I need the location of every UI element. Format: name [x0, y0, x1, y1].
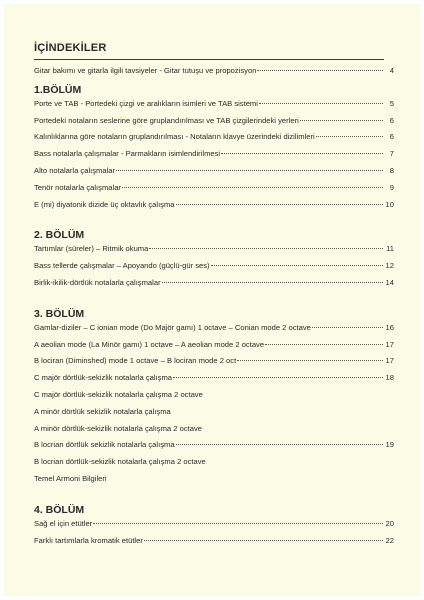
toc-entry-page: 18 — [385, 373, 394, 383]
dot-leader — [237, 359, 383, 361]
toc-entry-label: Porte ve TAB - Portedeki çizgi ve aralıkların isimleri ve TAB sistemi — [34, 98, 258, 108]
toc-entry-page: 14 — [385, 277, 394, 287]
section-heading-4: 4. BÖLÜM — [34, 503, 85, 516]
toc-entry[interactable] — [34, 323, 394, 333]
dot-leader — [162, 281, 383, 283]
table-of-contents — [34, 42, 394, 552]
dot-leader — [257, 69, 383, 71]
book-page — [4, 4, 420, 596]
toc-entry-label: Farklı tartımlarla kromatik etütler — [34, 535, 143, 545]
dot-leader — [259, 102, 383, 104]
toc-entry-page: 20 — [385, 518, 394, 528]
toc-entry-page: 10 — [385, 199, 394, 209]
section-heading-2: 2. BÖLÜM — [34, 229, 85, 242]
toc-entry[interactable] — [34, 99, 394, 109]
dot-leader — [116, 169, 383, 171]
toc-entry-page: 17 — [385, 339, 394, 349]
toc-entry-page: 6 — [389, 115, 394, 125]
toc-entry[interactable] — [34, 116, 394, 126]
toc-entry-page: 4 — [389, 66, 394, 75]
toc-entry-page: 19 — [385, 440, 394, 450]
toc-entry-page: 16 — [385, 322, 394, 332]
toc-entry[interactable] — [34, 66, 394, 76]
toc-entry-label: C majör dörtlük-sekizlik notalarla çalışma — [34, 373, 172, 383]
dot-leader — [149, 247, 383, 249]
dot-leader — [173, 376, 383, 378]
dot-leader — [265, 343, 383, 345]
toc-entry-label: Gitar bakımı ve gitarla ilgili tavsiyeler - Gitar tutuşu ve propozisyon — [34, 66, 257, 75]
dot-leader — [221, 152, 383, 154]
dot-leader — [176, 443, 383, 445]
toc-entry-label: Portedeki notaların seslerine göre gruplandırılması ve TAB çizgilerindeki yerleri — [34, 115, 299, 125]
toc-entry-label: Birlik-ikilik-dörtlük notalarla çalışmalar — [34, 277, 161, 287]
toc-entry-label: C majör dörtlük-sekizlik notalarla çalışma 2 octave — [34, 389, 203, 399]
dot-leader — [300, 119, 383, 121]
toc-entry-page: 5 — [389, 98, 394, 108]
toc-entry-label: B locrian dörtlük sekizlik notalarla çalışma — [34, 440, 175, 450]
toc-entry[interactable] — [34, 457, 394, 467]
toc-entry[interactable] — [34, 166, 394, 176]
toc-entry[interactable] — [34, 407, 394, 417]
dot-leader — [144, 539, 383, 541]
toc-entry-page: 22 — [385, 535, 394, 545]
toc-entry-label: Gamlar-diziler – C ionian mode (Do Majör gamı) 1 octave – Conian mode 2 octave — [34, 322, 311, 332]
toc-entry-label: Alto notalarla çalışmalar — [34, 165, 116, 175]
toc-entry-page: 7 — [389, 149, 394, 159]
toc-entry[interactable] — [34, 373, 394, 383]
toc-entry-label: Bass tellerde çalışmalar – Apoyando (güçlü-gür ses) — [34, 261, 210, 271]
dot-leader — [176, 203, 383, 205]
toc-entry[interactable] — [34, 183, 394, 193]
dot-leader — [312, 326, 383, 328]
toc-entry[interactable] — [34, 261, 394, 271]
toc-entry-label: Tenör notalarla çalışmalar — [34, 182, 121, 192]
toc-entry-label: Kalınlıklarına göre notaların gruplandırılması - Notaların klavye üzerindeki dizilimleri — [34, 132, 315, 142]
toc-entry[interactable] — [34, 356, 394, 366]
toc-entry-page: 17 — [385, 356, 394, 366]
toc-entry[interactable] — [34, 390, 394, 400]
toc-entry-label: Bass notalarla çalışmalar - Parmakların isimlendirilmesi — [34, 149, 221, 159]
toc-entry-page: 9 — [389, 182, 394, 192]
dot-leader — [93, 522, 383, 524]
dot-leader — [211, 264, 383, 266]
toc-entry-page: 8 — [389, 165, 394, 175]
toc-entry[interactable] — [34, 424, 394, 434]
toc-entry-label: A minör dörtlük sekizlik notalarla çalışma — [34, 406, 171, 416]
toc-entry-label: A aeolian mode (La Minör gamı) 1 octave – A aeolian mode 2 octave — [34, 339, 265, 349]
toc-entry[interactable] — [34, 536, 394, 546]
section-heading-1: 1.BÖLÜM — [34, 83, 82, 96]
dot-leader — [316, 135, 383, 137]
section-heading-3: 3. BÖLÜM — [34, 307, 85, 320]
toc-entry-label: Tartımlar (süreler) – Ritmik okuma — [34, 244, 149, 254]
toc-entry-label: B lociran (Diminshed) mode 1 octave – B lociran mode 2 oct — [34, 356, 237, 366]
toc-entry[interactable] — [34, 244, 394, 254]
toc-entry[interactable] — [34, 474, 394, 484]
toc-entry[interactable] — [34, 132, 394, 142]
toc-entry[interactable] — [34, 440, 394, 450]
toc-entry-label: Sağ el için etütler — [34, 518, 93, 528]
toc-entry-page: 12 — [385, 261, 394, 271]
toc-entry[interactable] — [34, 200, 394, 210]
toc-entry-label: Temel Armoni Bilgileri — [34, 473, 107, 483]
dot-leader — [122, 186, 383, 188]
toc-entry[interactable] — [34, 340, 394, 350]
toc-entry-label: E (mi) diyatonik dizide üç oktavlık çalışma — [34, 199, 175, 209]
toc-entry-label: B locrian dörtlük-sekizlik notalarla çalışma 2 octave — [34, 457, 206, 467]
toc-entry-page: 11 — [386, 244, 394, 254]
toc-entry-label: A minör dörtlük-sekizlik notalarla çalışma 2 octave — [34, 423, 202, 433]
toc-entry-page: 6 — [389, 132, 394, 142]
toc-entry[interactable] — [34, 278, 394, 288]
toc-entry[interactable] — [34, 519, 394, 529]
toc-entry[interactable] — [34, 149, 394, 159]
toc-title: İÇİNDEKİLER — [34, 42, 384, 60]
